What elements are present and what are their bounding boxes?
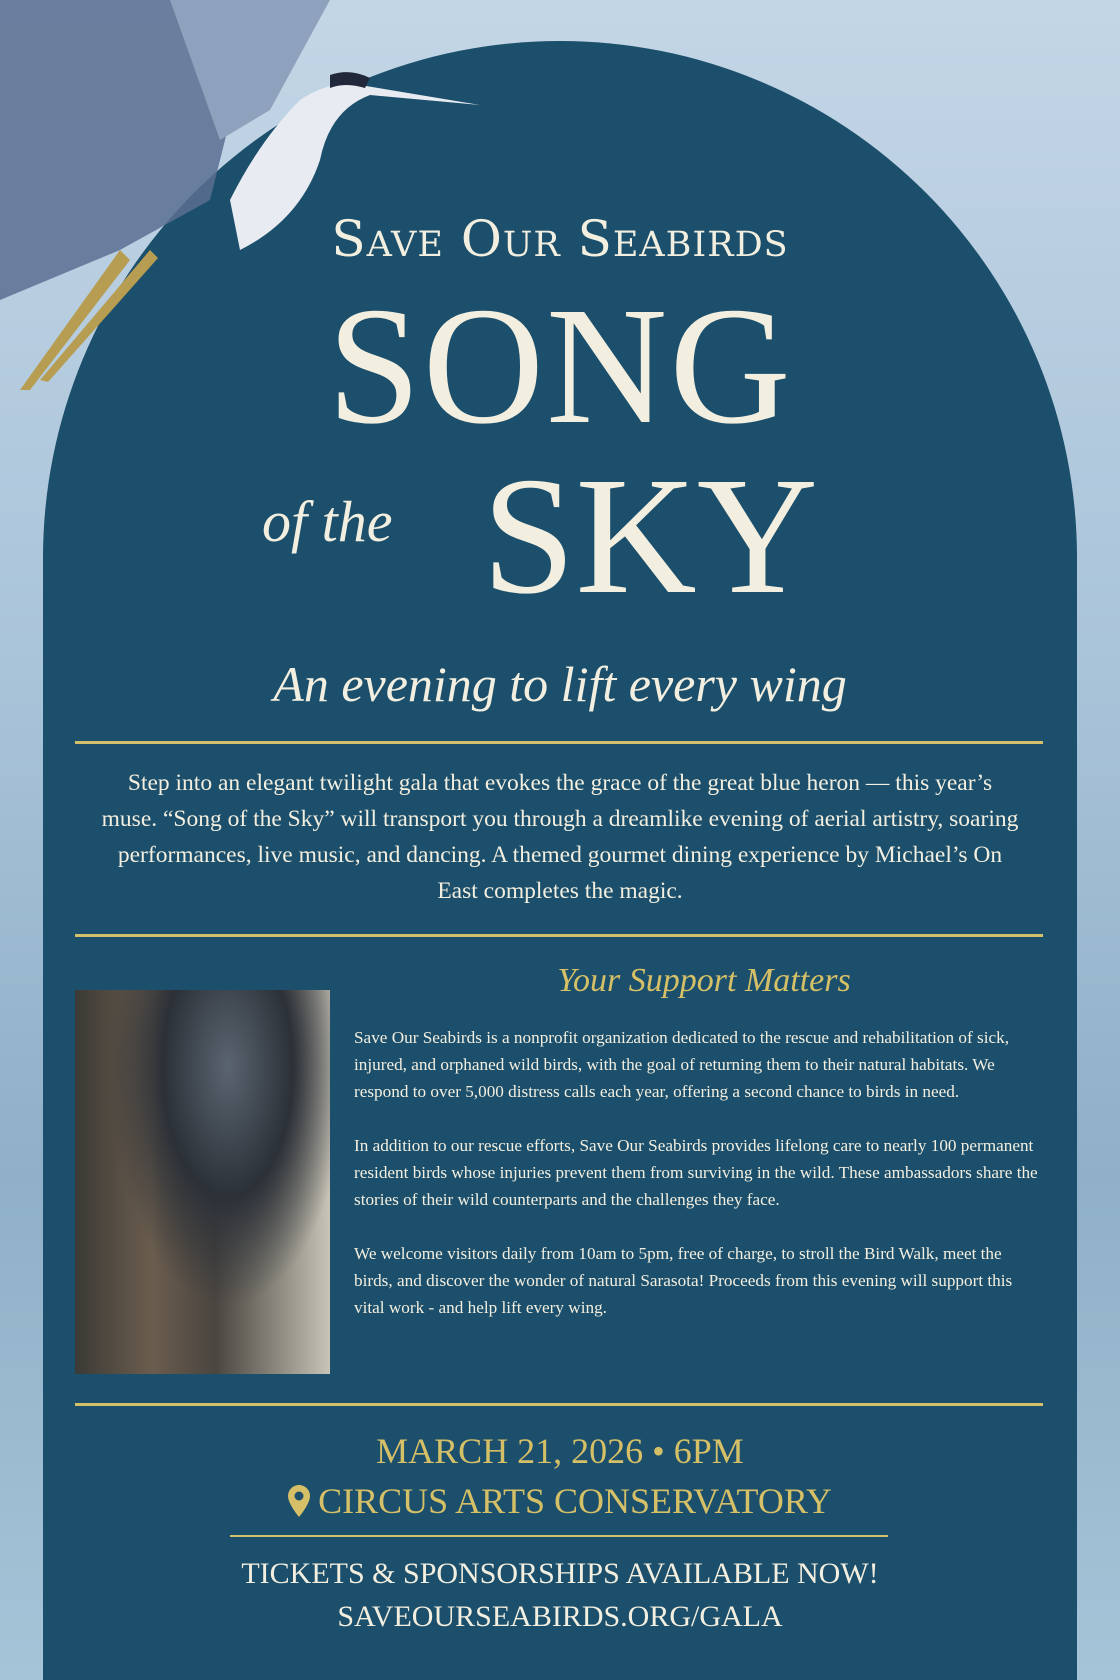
event-date: MARCH 21, 2026 • 6PM xyxy=(376,1431,744,1471)
map-pin-icon xyxy=(288,1485,310,1517)
support-body xyxy=(354,1024,1044,1348)
heron-photo xyxy=(75,990,330,1374)
org-name: Save Our Seabirds xyxy=(331,210,789,268)
intro-paragraph: Step into an elegant twilight gala that evokes the grace of the great blue heron — this year’s muse. “Song of the Sky” will transport you through a dreamlike evening of aerial artistry, soaring performances, live music, and dancing. A themed gourmet dining experience by Michael’s On East completes the magic. xyxy=(101,770,1019,904)
tagline: An evening to lift every wing xyxy=(273,656,847,712)
divider xyxy=(75,1403,1043,1406)
divider xyxy=(230,1535,888,1537)
support-paragraph: Save Our Seabirds is a nonprofit organization dedicated to the rescue and rehabilitation of sick, injured, and orphaned wild birds, with the goal of returning them to their natural habitats. We respond to over 5,000 distress calls each year, offering a second chance to birds in need. xyxy=(354,1028,1009,1101)
support-paragraph: We welcome visitors daily from 10am to 5pm, free of charge, to stroll the Bird Walk, meet the birds, and discover the wonder of natural Sarasota! Proceeds from this evening will support this vital work - and help lift every wing. xyxy=(354,1244,1013,1317)
support-paragraph: In addition to our rescue efforts, Save Our Seabirds provides lifelong care to nearly 100 permanent resident birds whose injuries prevent them from surviving in the wild. These ambassadors share the stories of their wild counterparts and the challenges they face. xyxy=(354,1136,1038,1209)
gala-url-link[interactable]: SAVEOURSEABIRDS.ORG/GALA xyxy=(337,1600,783,1633)
title-sky: SKY xyxy=(481,443,819,629)
title-song: SONG xyxy=(327,273,793,459)
title-of-the: of the xyxy=(262,489,393,554)
divider xyxy=(75,934,1043,937)
tickets-callout: TICKETS & SPONSORSHIPS AVAILABLE NOW! xyxy=(241,1557,879,1590)
venue-name: CIRCUS ARTS CONSERVATORY xyxy=(318,1481,832,1521)
support-heading: Your Support Matters xyxy=(557,962,851,999)
event-venue xyxy=(0,1480,1120,1522)
divider xyxy=(75,741,1043,744)
